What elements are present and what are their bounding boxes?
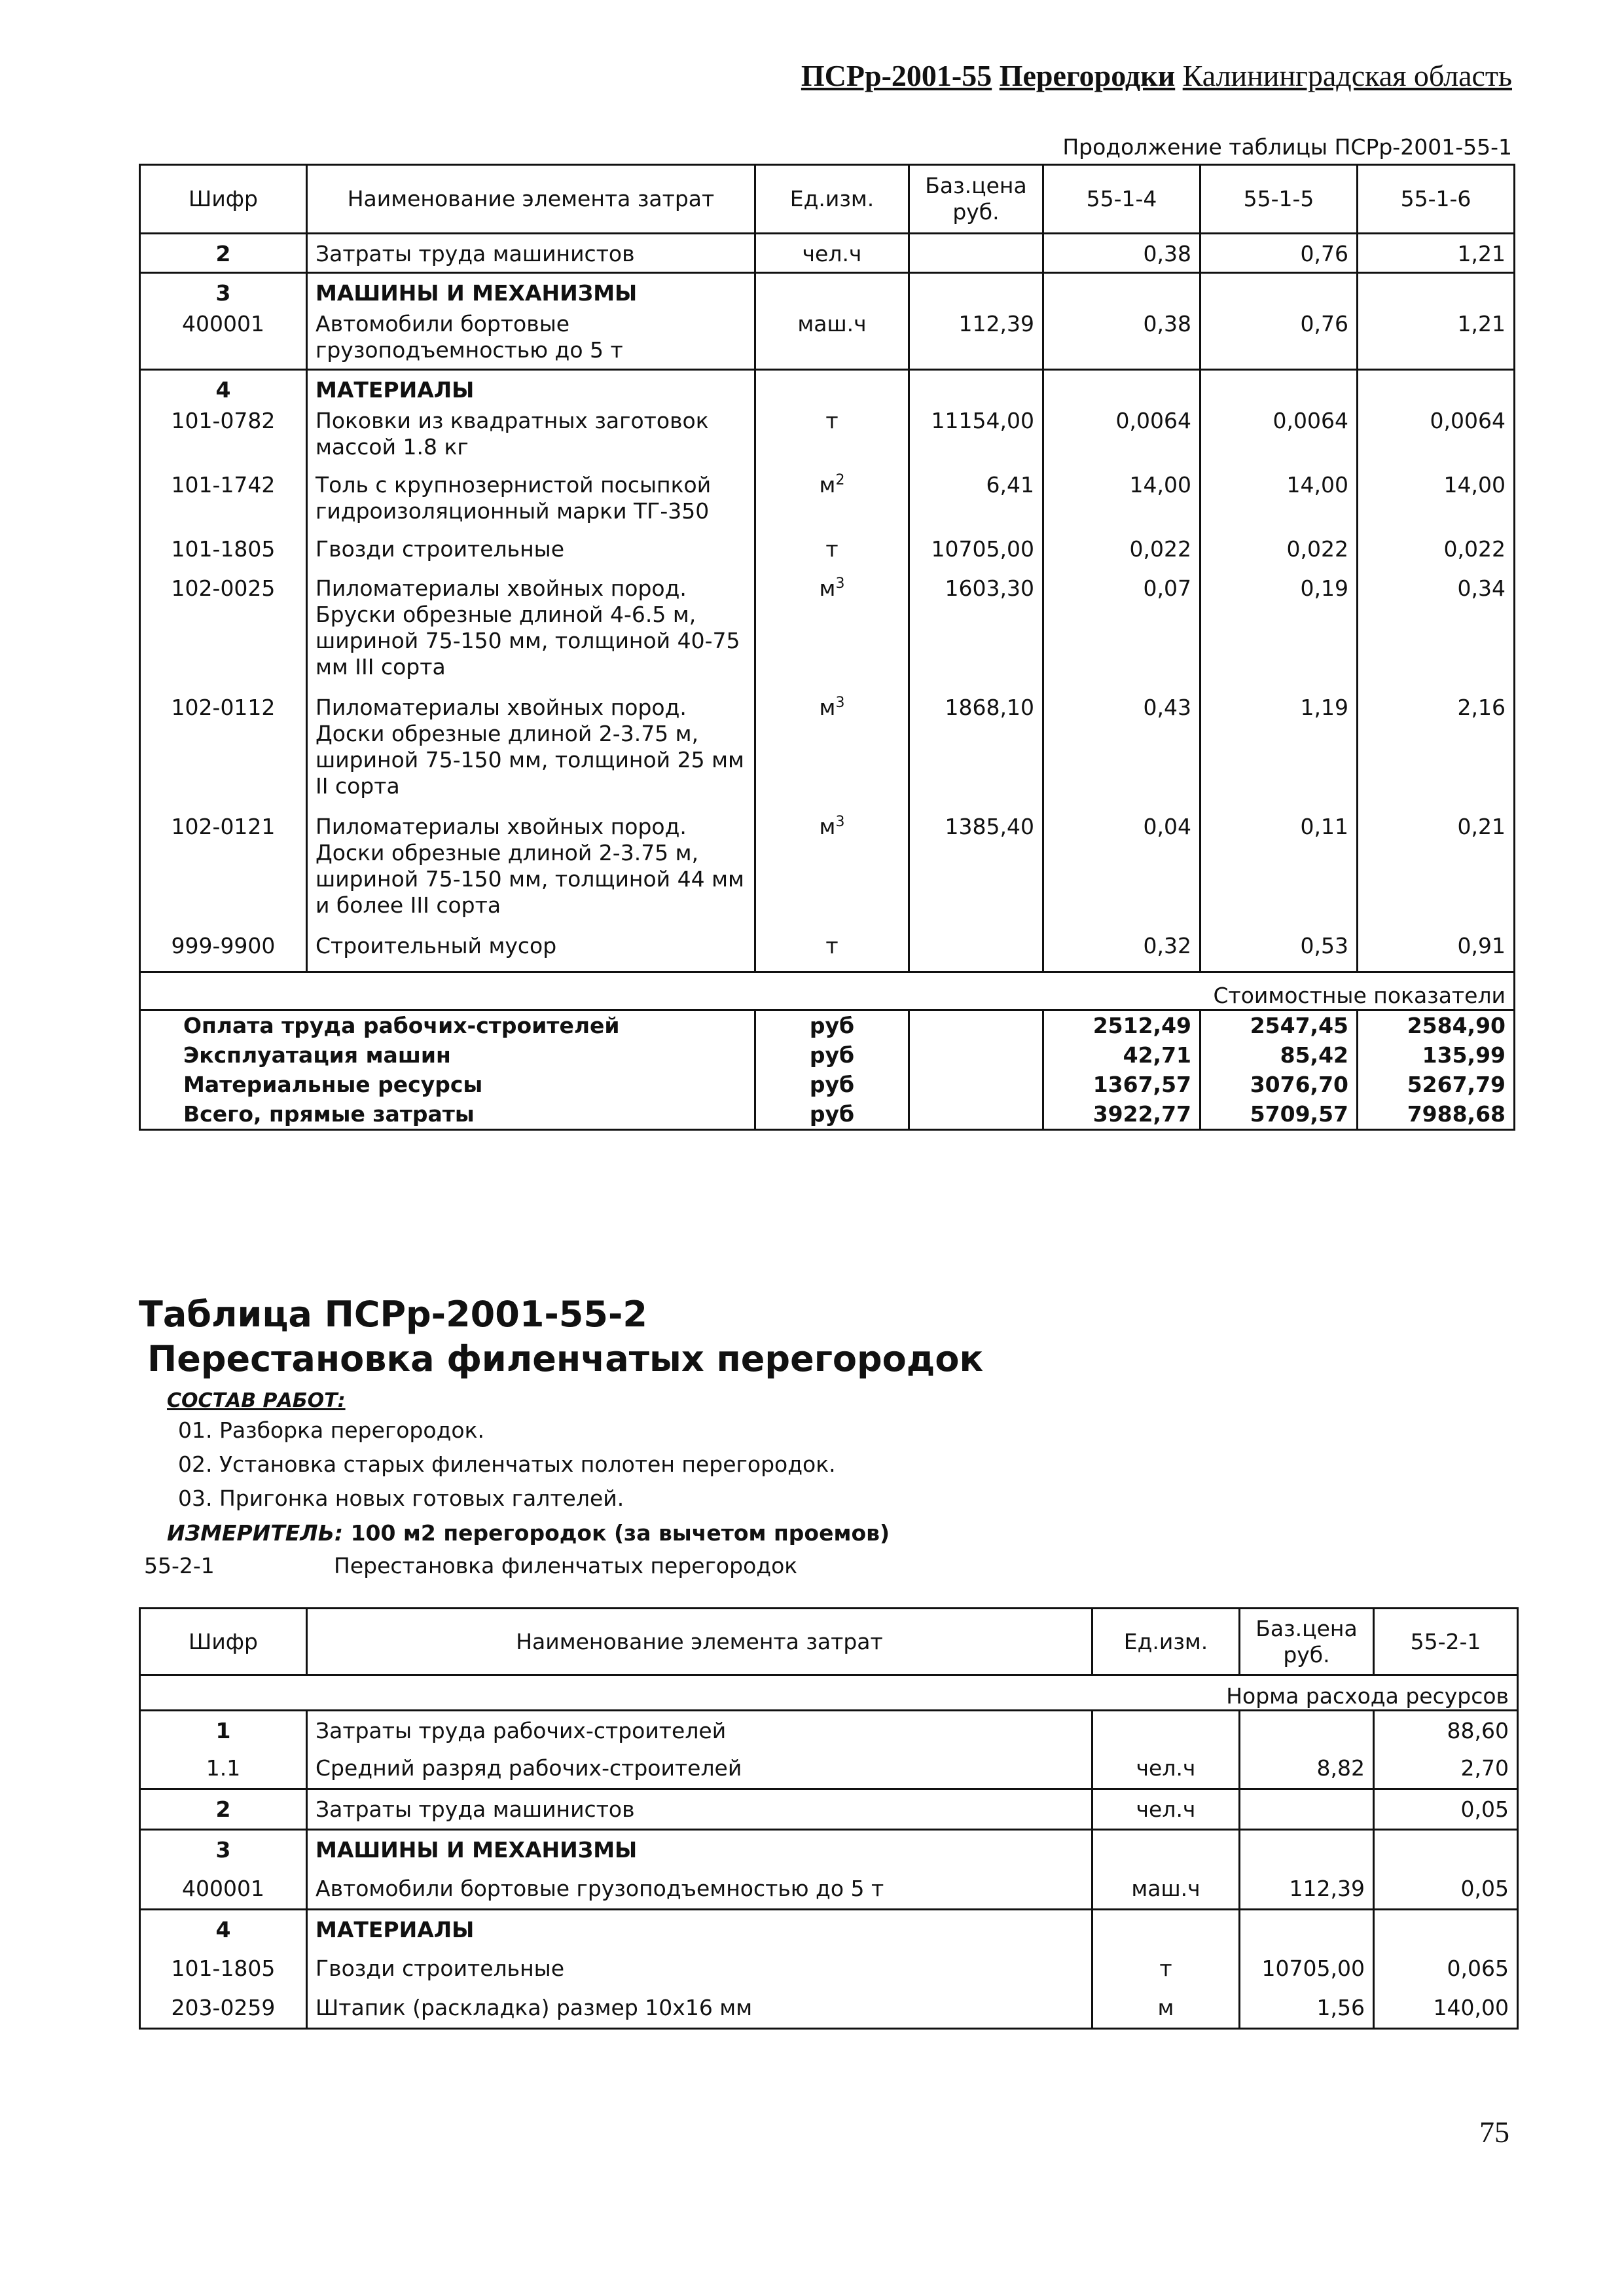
cell-unit: чел.ч: [1092, 1789, 1240, 1830]
table-row: [140, 273, 1515, 311]
table-header-row: [140, 165, 1515, 234]
cell-name: МАШИНЫ И МЕХАНИЗМЫ: [307, 273, 755, 311]
table-row: [140, 814, 1515, 933]
cell-unit: [1092, 1711, 1240, 1749]
cell-value: 0,53: [1200, 933, 1358, 972]
summary-value: 2584,90: [1358, 1010, 1515, 1041]
cell-value: 0,21: [1358, 814, 1515, 933]
cell-value: 0,07: [1043, 575, 1200, 695]
header-code: ПСРр-2001-55: [801, 59, 992, 92]
cell-code: 102-0025: [171, 575, 276, 601]
table-row: [140, 575, 1515, 695]
meter-line: [167, 1520, 890, 1546]
col-header-code: Шифр: [189, 186, 258, 211]
cell-unit: маш.ч: [755, 311, 909, 370]
col-header-unit: Ед.изм.: [755, 165, 909, 234]
summary-unit: руб: [755, 1010, 909, 1041]
operation-item: 02. Установка старых филенчатых полотен перегородок.: [178, 1451, 836, 1477]
table-row: [140, 472, 1515, 536]
item-name: Перестановка филенчатых перегородок: [334, 1553, 798, 1578]
cell-value: 0,76: [1200, 234, 1358, 273]
table-row: [140, 1789, 1518, 1830]
cell-unit: т: [1092, 1949, 1240, 1988]
cell-value: 0,022: [1200, 536, 1358, 575]
col-header-55-1-6: 55-1-6: [1358, 165, 1515, 234]
cell-value: 14,00: [1043, 472, 1200, 536]
cell-code: 2: [215, 1796, 231, 1822]
cell-price: 10705,00: [1240, 1949, 1374, 1988]
summary-value: 7988,68: [1358, 1099, 1515, 1130]
cell-value: 2,16: [1358, 695, 1515, 814]
summary-value: 3076,70: [1200, 1070, 1358, 1099]
item-line: [144, 1553, 798, 1579]
cell-value: 0,0064: [1358, 408, 1515, 472]
cell-code: 4: [215, 377, 231, 403]
cell-value: 0,05: [1374, 1869, 1518, 1910]
cell-name: Пиломатериалы хвойных пород. Доски обрезные длиной 2-3.75 м, шириной 75-150 мм, толщиной 44 мм и более III сорта: [307, 814, 755, 933]
cell-code: 2: [215, 241, 231, 266]
cell-value: 1,21: [1358, 234, 1515, 273]
cell-price: 112,39: [1240, 1869, 1374, 1910]
summary-value: 85,42: [1200, 1040, 1358, 1070]
col-header-55-1-4: 55-1-4: [1043, 165, 1200, 234]
cell-name: Гвозди строительные: [307, 536, 755, 575]
cell-code: 101-1805: [171, 1955, 276, 1981]
cell-price: 8,82: [1240, 1749, 1374, 1789]
cell-name: Поковки из квадратных заготовок массой 1.8 кг: [307, 408, 755, 472]
summary-value: 1367,57: [1043, 1070, 1200, 1099]
cell-unit: т: [755, 536, 909, 575]
col-header-55-2-1: 55-2-1: [1374, 1609, 1518, 1675]
cell-code: 101-1805: [171, 536, 276, 562]
cell-code: 101-0782: [171, 407, 276, 433]
cell-unit: чел.ч: [755, 234, 909, 273]
cell-price: [1240, 1711, 1374, 1749]
cell-name: Средний разряд рабочих-строителей: [307, 1749, 1092, 1789]
cell-value: 0,43: [1043, 695, 1200, 814]
cell-name: Пиломатериалы хвойных пород. Доски обрезные длиной 2-3.75 м, шириной 75-150 мм, толщиной 25 мм II сорта: [307, 695, 755, 814]
cell-name: Пиломатериалы хвойных пород. Бруски обрезные длиной 4-6.5 м, шириной 75-150 мм, толщиной 40-75 мм III сорта: [307, 575, 755, 695]
summary-unit: руб: [755, 1070, 909, 1099]
table-row: [140, 1711, 1518, 1749]
cell-unit: м: [1092, 1988, 1240, 2029]
summary-unit: руб: [755, 1099, 909, 1130]
cell-unit: маш.ч: [1092, 1869, 1240, 1910]
table-row: [140, 695, 1515, 814]
norm-label-row: [140, 1675, 1518, 1711]
cell-value: 0,91: [1358, 933, 1515, 972]
cell-name: Штапик (раскладка) размер 10х16 мм: [307, 1988, 1092, 2029]
cell-code: 400001: [182, 310, 264, 337]
cell-value: 88,60: [1374, 1711, 1518, 1749]
cell-name: Гвозди строительные: [307, 1949, 1092, 1988]
table-row: [140, 1749, 1518, 1789]
cell-price: 6,41: [909, 472, 1043, 536]
cell-value: 1,19: [1200, 695, 1358, 814]
cell-code: 1: [215, 1718, 231, 1743]
cell-code: 999-9900: [171, 932, 276, 958]
cell-unit: $м^3$: [755, 695, 909, 814]
cell-code: 1.1: [206, 1755, 241, 1781]
summary-value: 42,71: [1043, 1040, 1200, 1070]
summary-value: 5267,79: [1358, 1070, 1515, 1099]
summary-value: 2547,45: [1200, 1010, 1358, 1041]
cell-name: МАТЕРИАЛЫ: [307, 370, 755, 408]
cell-name: Затраты труда машинистов: [307, 234, 755, 273]
cell-value: 14,00: [1358, 472, 1515, 536]
cell-price: 1,56: [1240, 1988, 1374, 2029]
cell-value: 0,34: [1358, 575, 1515, 695]
cell-value: 14,00: [1200, 472, 1358, 536]
cell-code: 3: [215, 280, 231, 306]
header-section: Перегородки: [999, 59, 1176, 92]
cost-indicators-label: Стоимостные показатели: [1213, 983, 1506, 1008]
col-header-price: Баз.цена руб.: [909, 165, 1043, 234]
item-code: 55-2-1: [144, 1553, 215, 1578]
cell-value: 140,00: [1374, 1988, 1518, 2029]
cell-value: 0,76: [1200, 311, 1358, 370]
norm-label: Норма расхода ресурсов: [1226, 1683, 1509, 1709]
cell-code: 400001: [182, 1875, 264, 1901]
cell-name: Затраты труда машинистов: [307, 1789, 1092, 1830]
table-row: [140, 536, 1515, 575]
table-row: [140, 1910, 1518, 1949]
col-header-55-1-5: 55-1-5: [1200, 165, 1358, 234]
summary-row: [140, 1070, 1515, 1099]
cell-code: 4: [215, 1917, 231, 1942]
col-header-name: Наименование элемента затрат: [307, 165, 755, 234]
cell-value: 1,21: [1358, 311, 1515, 370]
summary-row: [140, 1099, 1515, 1130]
summary-name: Оплата труда рабочих-строителей: [183, 1013, 620, 1038]
meter-label: ИЗМЕРИТЕЛЬ:: [167, 1520, 344, 1546]
table-row: [140, 234, 1515, 273]
cell-unit: $м^2$: [755, 472, 909, 536]
page-header: [720, 58, 1512, 94]
summary-unit: руб: [755, 1040, 909, 1070]
cell-value: 0,0064: [1200, 408, 1358, 472]
summary-value: 5709,57: [1200, 1099, 1358, 1130]
works-composition-label: СОСТАВ РАБОТ:: [167, 1389, 346, 1412]
cell-value: 0,022: [1358, 536, 1515, 575]
table-title: Таблица ПСРр-2001-55-2: [139, 1294, 647, 1335]
cell-price: 1603,30: [909, 575, 1043, 695]
page-number: 75: [1479, 2115, 1509, 2149]
operation-item: 03. Пригонка новых готовых галтелей.: [178, 1485, 624, 1511]
cell-price: [909, 234, 1043, 273]
cell-name: Автомобили бортовые грузоподъемностью до 5 т: [307, 311, 755, 370]
table-row: [140, 1869, 1518, 1910]
table-row: [140, 1949, 1518, 1988]
summary-value: 2512,49: [1043, 1010, 1200, 1041]
cell-price: 1868,10: [909, 695, 1043, 814]
cell-name: Автомобили бортовые грузоподъемностью до 5 т: [307, 1869, 1092, 1910]
cell-price: 112,39: [909, 311, 1043, 370]
cell-name: МАТЕРИАЛЫ: [307, 1910, 1092, 1949]
col-header-code: Шифр: [189, 1628, 258, 1654]
cell-price: [909, 933, 1043, 972]
cell-name: Строительный мусор: [307, 933, 755, 972]
table-row: [140, 311, 1515, 370]
cell-unit: $м^3$: [755, 575, 909, 695]
cell-value: 0,022: [1043, 536, 1200, 575]
summary-value: 3922,77: [1043, 1099, 1200, 1130]
cell-code: 203-0259: [171, 1994, 276, 2020]
meter-value: 100 м2 перегородок (за вычетом проемов): [350, 1520, 890, 1546]
col-header-unit: Ед.изм.: [1092, 1609, 1240, 1675]
summary-name: Материальные ресурсы: [183, 1072, 483, 1097]
cell-unit: т: [755, 933, 909, 972]
cell-value: 0,11: [1200, 814, 1358, 933]
resource-table-1: [139, 164, 1515, 1131]
col-header-name: Наименование элемента затрат: [307, 1609, 1092, 1675]
table-row: [140, 370, 1515, 408]
table-row: [140, 933, 1515, 972]
table-header-row: [140, 1609, 1518, 1675]
summary-row: [140, 1040, 1515, 1070]
cell-value: 0,32: [1043, 933, 1200, 972]
cell-unit: $м^3$: [755, 814, 909, 933]
summary-value: 135,99: [1358, 1040, 1515, 1070]
cell-value: 2,70: [1374, 1749, 1518, 1789]
cell-price: 11154,00: [909, 408, 1043, 472]
cell-value: 0,04: [1043, 814, 1200, 933]
cell-value: 0,19: [1200, 575, 1358, 695]
operation-item: 01. Разборка перегородок.: [178, 1417, 484, 1443]
cell-value: 0,38: [1043, 234, 1200, 273]
table-subtitle: Перестановка филенчатых перегородок: [147, 1338, 984, 1379]
cell-code: 102-0112: [171, 694, 276, 720]
summary-row: [140, 1010, 1515, 1041]
cell-code: 101-1742: [171, 471, 276, 498]
col-header-price: Баз.цена руб.: [1240, 1609, 1374, 1675]
cell-value: 0,0064: [1043, 408, 1200, 472]
cell-unit: чел.ч: [1092, 1749, 1240, 1789]
table-row: [140, 408, 1515, 472]
cell-name: Затраты труда рабочих-строителей: [307, 1711, 1092, 1749]
cell-price: 10705,00: [909, 536, 1043, 575]
cell-price: 1385,40: [909, 814, 1043, 933]
cell-code: 102-0121: [171, 813, 276, 839]
table-continuation-note: Продолжение таблицы ПСРр-2001-55-1: [1062, 134, 1512, 160]
table-row: [140, 1988, 1518, 2029]
summary-name: Эксплуатация машин: [183, 1042, 451, 1068]
cost-indicators-row: [140, 972, 1515, 1010]
header-region: Калининградская область: [1182, 59, 1512, 92]
table-row: [140, 1830, 1518, 1869]
cell-price: [1240, 1789, 1374, 1830]
cell-value: 0,38: [1043, 311, 1200, 370]
cell-name: МАШИНЫ И МЕХАНИЗМЫ: [307, 1830, 1092, 1869]
cell-unit: т: [755, 408, 909, 472]
cell-value: 0,05: [1374, 1789, 1518, 1830]
resource-table-2: [139, 1607, 1519, 2030]
cell-value: 0,065: [1374, 1949, 1518, 1988]
summary-name: Всего, прямые затраты: [183, 1101, 475, 1127]
cell-name: Толь с крупнозернистой посыпкой гидроизоляционный марки ТГ-350: [307, 472, 755, 536]
cell-code: 3: [215, 1837, 231, 1863]
